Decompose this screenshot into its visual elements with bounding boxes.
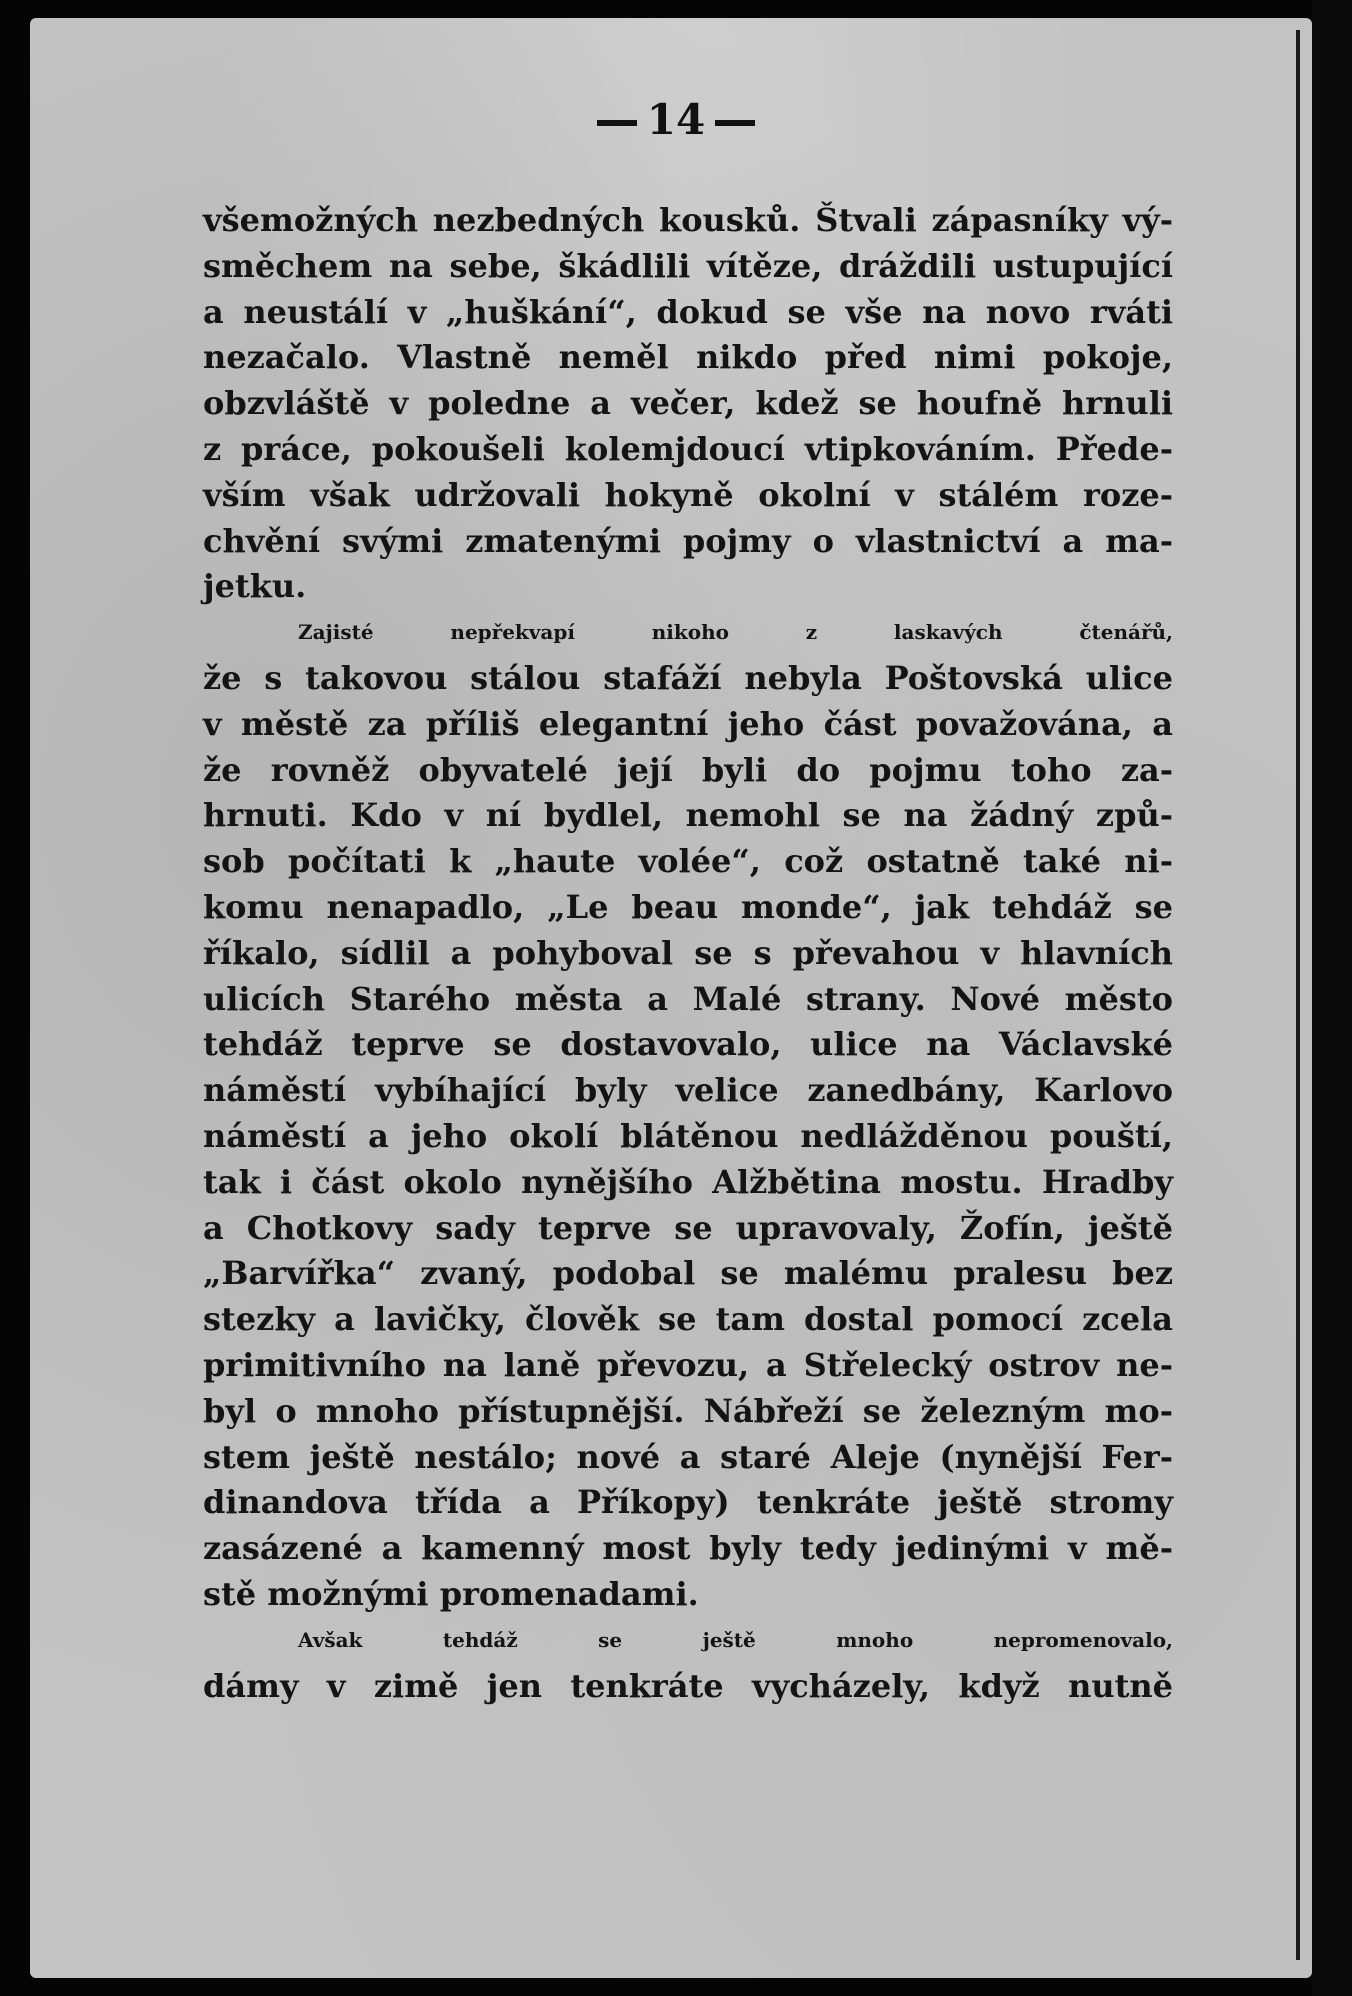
text-line: že rovněž obyvatelé její byli do pojmu toho za- xyxy=(203,750,1173,789)
page-header xyxy=(0,95,1352,144)
text-line: primitivního na laně převozu, a Střelecký ostrov ne- xyxy=(203,1345,1173,1384)
page-number: 14 xyxy=(646,95,706,144)
text-line: ulicích Starého města a Malé strany. Nové město xyxy=(203,979,1173,1018)
text-line: tehdáž teprve se dostavovalo, ulice na Václavské xyxy=(203,1025,1173,1064)
text-line: zasázené a kamenný most byly tedy jedinými v mě- xyxy=(203,1529,1173,1568)
text-line: hrnuti. Kdo v ní bydlel, nemohl se na žádný způ- xyxy=(203,796,1173,835)
text-line: obzvláště v poledne a večer, kdež se houfně hrnuli xyxy=(203,384,1173,423)
scan-border xyxy=(1312,0,1352,1996)
text-line: náměstí vybíhající byly velice zanedbány, Karlovo xyxy=(203,1071,1173,1110)
text-line: že s takovou stálou stafáží nebyla Poštovská ulice xyxy=(203,658,1173,697)
text-line: jetku. xyxy=(203,567,307,606)
text-line: sob počítati k „haute volée“, což ostatně také ni- xyxy=(203,842,1173,881)
text-line: dinandova třída a Příkopy) tenkráte ještě stromy xyxy=(203,1483,1173,1522)
text-line: stě možnými promenadami. xyxy=(203,1574,699,1613)
text-line: směchem na sebe, škádlili vítěze, dráždili ustupující xyxy=(203,246,1173,285)
text-line: říkalo, sídlil a pohyboval se s převahou v hlavních xyxy=(203,933,1173,972)
text-line: v městě za příliš elegantní jeho část považována, a xyxy=(203,704,1173,743)
text-line: Zajisté nepřekvapí nikoho z laskavých čtenářů, xyxy=(298,620,1173,645)
header-dash-right xyxy=(715,120,755,126)
text-line: z práce, pokoušeli kolemjdoucí vtipkováním. Přede- xyxy=(203,429,1173,468)
body-text xyxy=(203,198,1173,1709)
text-line: stezky a lavičky, člověk se tam dostal pomocí zcela xyxy=(203,1300,1173,1339)
text-line: dámy v zimě jen tenkráte vycházely, když nutně xyxy=(203,1666,1173,1705)
text-line: byl o mnoho přístupnější. Nábřeží se železným mo- xyxy=(203,1391,1173,1430)
page-edge-shadow xyxy=(1296,30,1300,1960)
text-line: náměstí a jeho okolí blátěnou nedlážděnou pouští, xyxy=(203,1116,1173,1155)
text-line: Avšak tehdáž se ještě mnoho nepromenovalo, xyxy=(298,1627,1173,1652)
text-line: vším však udržovali hokyně okolní v stálém roze- xyxy=(203,475,1173,514)
text-line: tak i část okolo nynějšího Alžbětina mostu. Hradby xyxy=(203,1162,1173,1201)
text-line: nezačalo. Vlastně neměl nikdo před nimi pokoje, xyxy=(203,338,1173,377)
text-line: všemožných nezbedných kousků. Štvali zápasníky vý- xyxy=(203,201,1173,239)
text-line: a Chotkovy sady teprve se upravovaly, Žofín, ještě xyxy=(203,1208,1173,1247)
text-line: chvění svými zmatenými pojmy o vlastnictví a ma- xyxy=(203,521,1173,560)
text-line: a neustálí v „huškání“, dokud se vše na novo rváti xyxy=(203,292,1173,331)
header-dash-left xyxy=(597,120,637,126)
text-line: komu nenapadlo, „Le beau monde“, jak tehdáž se xyxy=(203,887,1173,926)
text-line: stem ještě nestálo; nové a staré Aleje (nynější Fer- xyxy=(203,1437,1173,1476)
text-line: „Barvířka“ zvaný, podobal se malému pralesu bez xyxy=(203,1254,1173,1293)
